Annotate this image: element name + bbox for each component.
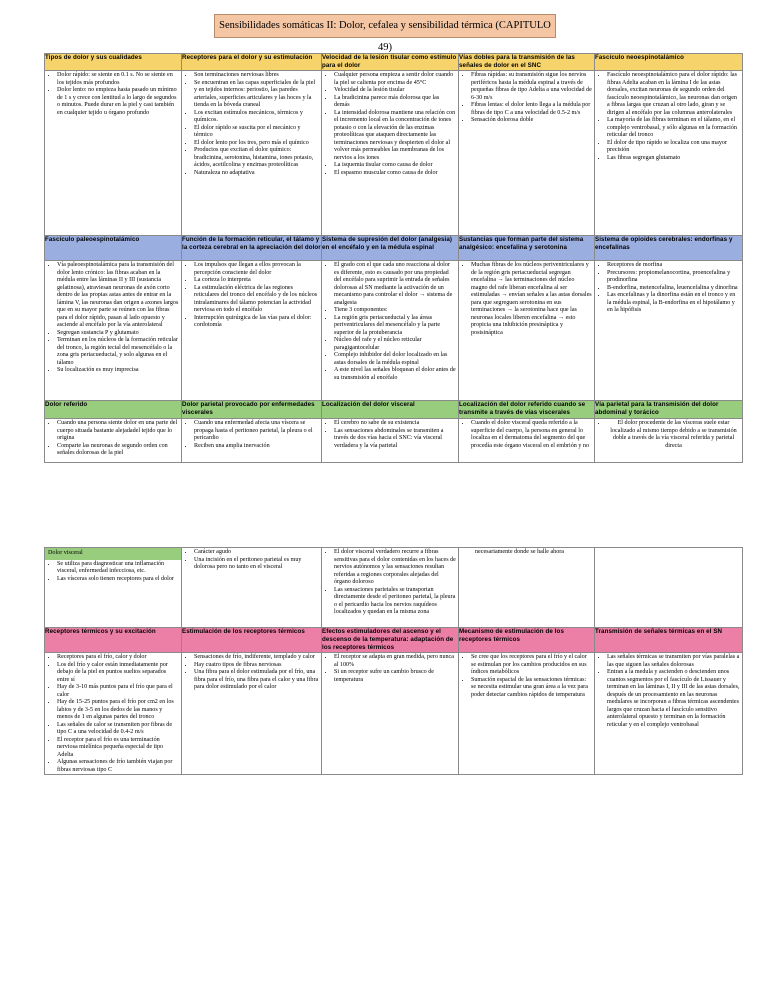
bullet-list (45, 653, 181, 774)
header-cell: Vía parietal para la transmisión del dolor abdominal y torácico (595, 401, 743, 419)
bullet-list (322, 71, 458, 177)
header-cell: Dolor visceral (45, 548, 181, 560)
bullet-item: • Algunas sensaciones de frío también viajan por fibras nerviosas tipo C (57, 759, 179, 774)
header-cell: Dolor referido (45, 401, 182, 419)
content-cell (595, 419, 743, 463)
bullet-item: • Tiene 3 componentes: (334, 307, 456, 315)
bullet-item: • Productos que excitan el dolor químico: bradicinina, serotonina, histamina, iones potasio, ácidos, acetilcolina y enzimas proteolíticas (194, 147, 319, 170)
bullet-list (595, 548, 742, 549)
content-cell (459, 419, 595, 463)
bullet-item: • El receptor para el frío es una terminación nerviosa mielínica pequeña especial de tipo Adelta (57, 737, 179, 760)
header-cell: Receptores para el dolor y su estimulación (182, 54, 322, 71)
bullet-item: • El grado con el que cada uno reacciona al dolor es diferente, esto es causado por una propiedad del encéfalo para suprimir la entrada de señales dolorosas al SN mediante la activación de un mecanismo para controlar el dolor → sistema de analgesia (334, 262, 456, 307)
header-cell: Efectos estimuladores del ascenso y el descenso de la temperatura: adaptación de los receptores térmicos (322, 628, 459, 653)
bullet-item: • Se cree que los receptores para el frío y el calor se estimulan por los cambios producidos en sus índices metabólicos (471, 654, 592, 677)
content-cell (182, 419, 322, 463)
bullet-item: • Reciben una amplia inervación (194, 443, 319, 451)
bullet-item: • Hay de 3-10 más puntos para el frío que para el calor (57, 684, 179, 699)
header-cell: Sistema de supresión del dolor (analgesia) en el encéfalo y en la médula espinal (322, 236, 459, 261)
bullet-list (182, 653, 321, 692)
bullet-item: • Vía paleoespinotalámica para la transmisión del dolor lento crónico: las fibras acaban en la médula entre las láminas II y III (sustancia gelatinosa), atraviesan neuronas de axón corto dentro de las propias astas antes de entrar en la lámina V, las neuronas dan origen a axones largos que en su mayor parte se reúnen con las fibras para el dolor rápido, pasan al lado opuesto y asciende al encéfalo por la vía anterolateral (57, 262, 179, 330)
content-cell (182, 548, 322, 628)
header-cell: Estimulación de los receptores térmicos (182, 628, 322, 653)
bullet-item: • Cuando una enfermedad afecta una víscera se propaga hasta el peritoneo parietal, la pleura o el pericardio (194, 420, 319, 443)
bullet-list (45, 419, 181, 458)
bullet-item: • Receptores para el frío, calor y dolor (57, 654, 179, 662)
header-row-5 (45, 628, 743, 653)
bullet-item: • Cuando una persona siente dolor en una parte del cuerpo situada bastante alejadadel tejido que lo origina (57, 420, 179, 443)
content-cell (459, 548, 595, 628)
bullet-list (45, 560, 181, 584)
content-row-1 (45, 71, 743, 236)
bullet-item: • Receptores de morfina (607, 262, 740, 270)
bullet-item: • La estimulación eléctrica de las regiones reticulares del tronco del encéfalo y de los núcleos intralaminares del tálamo potencian la actividad nerviosa en todo el encéfalo (194, 285, 319, 315)
bullet-list (182, 419, 321, 450)
bullet-item: • El dolor rápido se suscita por el mecánico y térmico (194, 125, 319, 140)
bullet-list (595, 653, 742, 729)
bullet-item: • Se encuentran en las capas superficiales de la piel y en tejidos internos: periostio, las paredes arteriales, superficies articulares y las hoces y la tienda en la bóveda craneal (194, 80, 319, 110)
header-cell: Fascículo paleoespinotalámico (45, 236, 182, 261)
content-cell (459, 71, 595, 236)
bullet-item: • Son terminaciones nerviosas libres (194, 72, 319, 80)
summary-table-page-1 (44, 53, 743, 463)
bullet-item: • Las señales de calor se transmiten por fibras de tipo C a una velocidad de 0.4-2 m/s (57, 722, 179, 737)
bullet-item: • Una incisión en el peritoneo parietal es muy dolorosa pero no tanto en el visceral (194, 557, 319, 572)
header-cell: Función de la formación reticular, el tálamo y la corteza cerebral en la apreciación del dolor (182, 236, 322, 261)
bullet-item: • El dolor lento por los tres, pero más el químico (194, 140, 319, 148)
bullet-item: • Carácter agudo (194, 549, 319, 557)
bullet-item: • Muchas fibras de los núcleos periventriculares y de la región gris periacueductal segregan encefalina → las terminaciones del núcleo magno del rafe liberan encefalina al ser estimuladas → envían señales a las astas dorsales para que segreguen serotonina en sus terminaciones → la serotonina hace que las neuronas locales liberen encefalina → esto propicia una inhibición presináptica y postsináptica (471, 262, 592, 337)
header-cell: Fascículo neoespinotalámico (595, 54, 743, 71)
content-row-5 (45, 653, 743, 775)
bullet-list (459, 419, 594, 450)
bullet-item: • Entran a la medula y ascienden o descienden unos cuantos segmentos por el fascículo de Lissauer y terminan en las láminas I, II y III de las astas dorsales, después de un procesamiento en las neuronas medulares se incorporan a fibras térmicas ascendentes largos que cruzan hacia el fascículo sensitivo anterolateral opuesto y terminan en la formación reticular y en el complejo ventrobasal (607, 669, 740, 729)
bullet-item: • Complejo inhibidor del dolor localizado en las astas dorsales de la médula espinal (334, 352, 456, 367)
bullet-item: • Cuando el dolor visceral queda referido a la superficie del cuerpo, la persona en general lo localiza en el dermatoma del segmento del que procedía este órgano visceral en el embrión y no (471, 420, 592, 450)
bullet-item: • Se utiliza para diagnosticar una inflamación visceral, enfermedad infecciosa, etc. (57, 561, 179, 576)
header-row-1 (45, 54, 743, 71)
header-cell: Dolor parietal provocado por enfermedades viscerales (182, 401, 322, 419)
bullet-item: • Fibras rápidas: su transmisión sigue los nervios periféricos hasta la médula espinal a través de pequeñas fibras de tipo Adelta a una velocidad de 6-30 m/s (471, 72, 592, 102)
bullet-item: • Velocidad de la lesión tisular (334, 87, 456, 95)
bullet-list (322, 419, 458, 450)
content-cell (45, 71, 182, 236)
bullet-item: • Las encefalinas y la dinorfina están en el tronco y en la médula espinal, la B-endorfina en el hipotálamo y en la hipófisis (607, 292, 740, 315)
summary-table-page-2 (44, 547, 743, 775)
bullet-item: • Naturaleza no adaptativa (194, 170, 319, 178)
header-cell: Receptores térmicos y su excitación (45, 628, 182, 653)
bullet-item: • Cualquier persona empieza a sentir dolor cuando la piel se calienta por encima de 45°C (334, 72, 456, 87)
bullet-item: • Terminan en los núcleos de la formación reticular del tronco, la región tectal del mesencéfalo o la zona gris periacueductal, y solo algunas en el tálamo (57, 337, 179, 367)
content-cell (45, 548, 182, 628)
bullet-list (595, 261, 742, 315)
header-row-3 (45, 401, 743, 419)
content-cell (322, 419, 459, 463)
content-cell (182, 653, 322, 775)
bullet-item: • Sumación espacial de las sensaciones térmicas: se necesita estimular una gran área a la vez para poder detectar cambios rápidos de temperatura (471, 677, 592, 700)
bullet-item: • La corteza lo interpreta (194, 277, 319, 285)
page-title: Sensibilidades somáticas II: Dolor, cefalea y sensibilidad térmica (CAPITULO 49) (214, 14, 556, 38)
bullet-item: • Los del frío y calor están inmediatamente por debajo de la piel en puntos sueltos separados entre sí (57, 662, 179, 685)
bullet-item: • El dolor de tipo rápido se localiza con una mayor precisión (607, 140, 740, 155)
bullet-item: • Hay cuatro tipos de fibras nerviosas (194, 662, 319, 670)
content-cell (595, 71, 743, 236)
bullet-item: • Las vísceras solo tienen receptores para el dolor (57, 576, 179, 584)
bullet-item: • Las sensaciones parietales se transportan directamente desde el peritoneo parietal, la pleura o el pericardio hacia los nervios raquídeos localizados y quedan en la misma zona (334, 587, 456, 617)
bullet-item: • Las fibras segregan glutamato (607, 155, 740, 163)
bullet-item: • El dolor visceral verdadero recurre a fibras sensitivas para el dolor contenidas en los haces de nervios autónomos y las sensaciones resultan referidas a regiones corporales alejadas del órgano doloroso (334, 549, 456, 587)
bullet-list (45, 261, 181, 375)
bullet-item: • Precursores: propiomelanocortina, proencefalina y prodinorfina (607, 270, 740, 285)
bullet-item: • Si un receptor sufre un cambio brusco de temperatura (334, 669, 456, 684)
content-cell (595, 548, 743, 628)
bullet-list (322, 261, 458, 382)
continued-text: necesariamente donde se halle ahora (475, 549, 564, 555)
bullet-list (459, 71, 594, 125)
content-cell (322, 261, 459, 401)
bullet-list (45, 71, 181, 117)
header-cell: Tipos de dolor y sus cualidades (45, 54, 182, 71)
content-cell (459, 653, 595, 775)
bullet-item: • Sensación dolorosa doble (471, 117, 592, 125)
content-cell (595, 653, 743, 775)
bullet-item: • El dolor procedente de las vísceras suele estar localizado al mismo tiempo debido a se transmisión doble a través de la vía visceral referida y parietal directa (607, 420, 740, 450)
header-cell: Localización del dolor referido cuando se transmite a través de vías viscerales (459, 401, 595, 419)
header-row-2 (45, 236, 743, 261)
content-cell (182, 71, 322, 236)
bullet-list (459, 261, 594, 337)
bullet-item: • B-endorfina, metencefalina, leuencefalina y dinorfina (607, 285, 740, 293)
bullet-list (322, 548, 458, 617)
bullet-list (459, 653, 594, 699)
bullet-list (595, 419, 742, 450)
bullet-item: • Sensaciones de frío, indiferente, templado y calor (194, 654, 319, 662)
bullet-list (182, 71, 321, 177)
content-cell (322, 548, 459, 628)
bullet-item: • Comparte las neuronas de segundo orden con señales dolorosas de la piel (57, 443, 179, 458)
bullet-item: • Dolor rápido: se siente en 0.1 s. No se siente en los tejidos más profundos (57, 72, 179, 87)
header-cell: Localización del dolor visceral (322, 401, 459, 419)
content-cell (45, 419, 182, 463)
bullet-item: • El receptor se adapta en gran medida, pero nunca al 100% (334, 654, 456, 669)
bullet-item: • La bradicinina parece más dolorosa que las demás (334, 95, 456, 110)
bullet-item: • El espasmo muscular como causa de dolor (334, 170, 456, 178)
header-cell: Vías dobles para la transmisión de las señales de dolor en el SNC (459, 54, 595, 71)
bullet-item: • La isquemia tisular como causa de dolor (334, 162, 456, 170)
content-cell (182, 261, 322, 401)
bullet-item: • Fascículo neoespinotalámico para el dolor rápido: las fibras Adelta acaban en la lámina I de las astas dorsales, excitan neuronas de segundo orden del fascículo neoespinotalámico, las neuronas dan origen a fibras largas que cruzan al otro lado, giran y se dirigen al encéfalo por las columnas anterolaterales (607, 72, 740, 117)
bullet-item: • Los excitan estímulos mecánicos, térmicos y químicos. (194, 110, 319, 125)
bullet-item: • Su localización es muy imprecisa (57, 367, 179, 375)
header-cell: Sustancias que forman parte del sistema analgésico: encefalina y serotonina (459, 236, 595, 261)
bullet-item: • Núcleo del rafe y el núcleo reticular paragigantocelular (334, 337, 456, 352)
bullet-item: • Una fibra para el dolor estimulada por el frío, una fibra para el frío, una fibra para el calor y una fibra para dolor estimulado por el calor (194, 669, 319, 692)
bullet-item: • Dolor lento: no empieza hasta pasado un mínimo de 1 s y crece con lentitud a lo largo de segundos o minutos. Puede durar en la piel y casi también en cualquier tejido u órgano profundo (57, 87, 179, 117)
header-cell: Transmisión de señales térmicas en el SN (595, 628, 743, 653)
bullet-list (322, 653, 458, 684)
content-cell (459, 261, 595, 401)
bullet-item: • Interrupción quirúrgica de las vías para el dolor: cordotomía (194, 315, 319, 330)
bullet-item: • Las sensaciones abdominales se transmiten a través de dos vías hacia el SNC: vía visceral verdadera y la vía parietal (334, 428, 456, 451)
bullet-list (182, 261, 321, 330)
bullet-item: • A este nivel las señales bloquean el dolor antes de su transmisión al encéfalo (334, 367, 456, 382)
bullet-item: • Las señales térmicas se transmiten por vías paralelas a las que siguen las señales dolorosas (607, 654, 740, 669)
content-cell (45, 261, 182, 401)
bullet-list (595, 71, 742, 162)
bullet-list (182, 548, 321, 572)
bullet-item: • La región gris periacueductal y las áreas periventriculares del mesencéfalo y la parte superior de la protuberancia (334, 315, 456, 338)
content-cell (322, 71, 459, 236)
header-cell: Mecanismo de estimulación de los receptores térmicos (459, 628, 595, 653)
content-row-2 (45, 261, 743, 401)
content-cell (45, 653, 182, 775)
bullet-item: • La mayoría de las fibras terminan en el tálamo, en el complejo ventrobasal, y sólo algunas en la formación reticular del tronco (607, 117, 740, 140)
bullet-item: • Segregan sustancia P y glutamato (57, 330, 179, 338)
bullet-item: • Los impulsos que llegan a ellos provocan la percepción consciente del dolor (194, 262, 319, 277)
header-cell: Velocidad de la lesión tisular como estímulo para el dolor (322, 54, 459, 71)
bullet-item: • Fibras lentas: el dolor lento llega a la médula por fibras de tipo C a una velocidad de 0.5-2 m/s (471, 102, 592, 117)
bullet-item: • La intensidad dolorosa mantiene una relación con el incremento local en la concentración de iones potasio o con la elevación de las enzimas proteolíticas que ataquen directamente las terminaciones nerviosas y despierten el dolor al volver más permeables las membranas de los nervios a los iones (334, 110, 456, 163)
header-cell: Sistema de opioides cerebrales: endorfinas y encefalinas (595, 236, 743, 261)
bullet-item: • Hay de 15-25 puntos para el frío por cm2 en los labios y de 3-5 en los dedos de las manos y menos de 1 en algunas partes del tronco (57, 699, 179, 722)
bullet-item: • El cerebro no sabe de su existencia (334, 420, 456, 428)
content-cell (322, 653, 459, 775)
content-row-3 (45, 419, 743, 463)
content-row-4 (45, 548, 743, 628)
content-cell (595, 261, 743, 401)
